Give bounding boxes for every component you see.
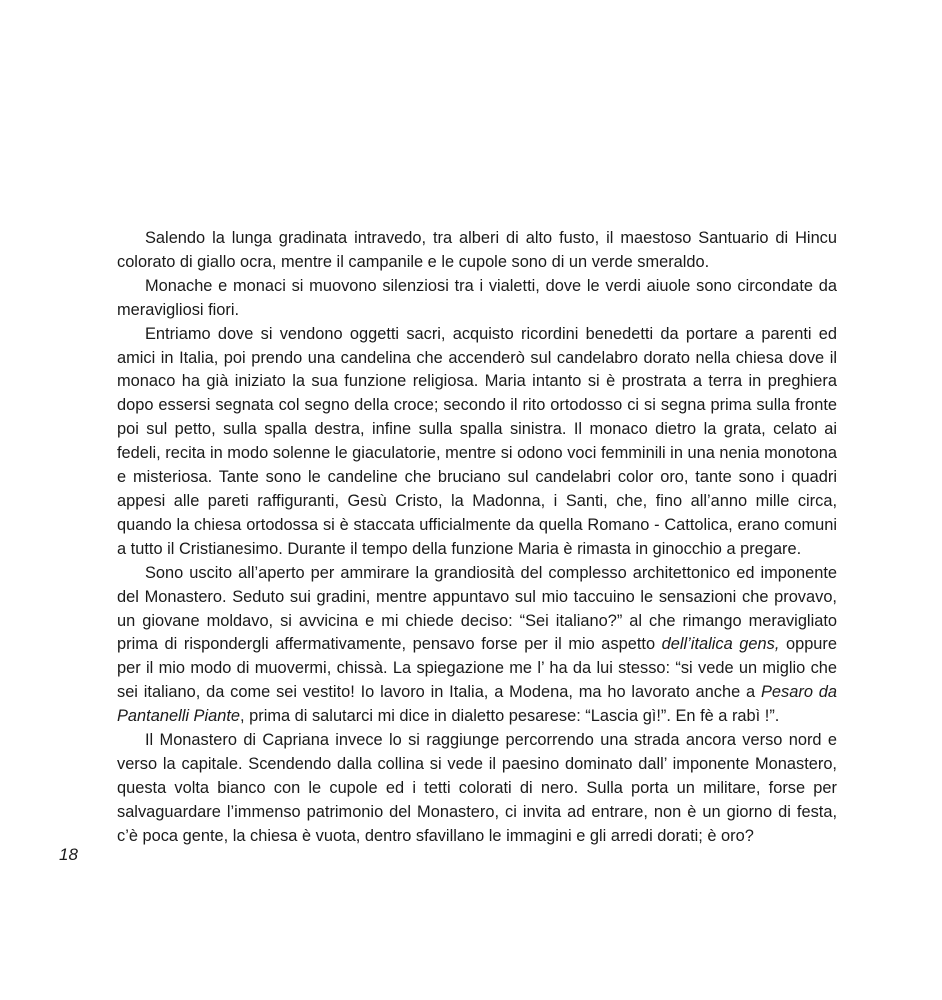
text-run: oppure per il mio modo di muovermi, chissà. La spiegazione me l’ ha da lui stesso: “si vede un miglio che sei italiano, da come sei vestito! Io lavoro in Italia, a Modena, ma ho lavorato anche a — [117, 635, 838, 702]
paragraph: Salendo la lunga gradinata intravedo, tra alberi di alto fusto, il maestoso Santuario di Hincu colorato di giallo ocra, mentre il campanile e le cupole sono di un verde smeraldo. — [117, 229, 837, 271]
body-text — [117, 227, 837, 849]
text-run: Sono uscito all’aperto per ammirare la grandiosità del complesso architettonico ed imponente del Monastero. Seduto sui gradini, mentre appuntavo sul mio taccuino le sensazioni che provavo, un giovane moldavo, si avvicina e mi chiede deciso: “Sei italiano?” al che rimango meravigliato prima di rispondergli affermativamente, pensavo forse per il mio aspetto — [117, 563, 837, 654]
italic-phrase: dell’italica gens, — [661, 635, 780, 654]
paragraph: Entriamo dove si vendono oggetti sacri, acquisto ricordini benedetti da portare a parenti ed amici in Italia, poi prendo una candelina che accenderò sul candelabro dorato nella chiesa dove il monaco ha già iniziato la sua funzione religiosa. Maria intanto si è prostrata a terra in preghiera dopo essersi segnata col segno della croce; secondo il rito ortodosso ci si segna prima sulla fronte poi sul petto, sulla spalla destra, infine sulla spalla sinistra. Il monaco dietro la grata, celato ai fedeli, recita in modo solenne le giaculatorie, mentre si odono voci femminili in una nenia monotona e misteriosa. Tante sono le candeline che bruciano sul candelabri color oro, tante sono i quadri appesi alle pareti raffiguranti, Gesù Cristo, la Madonna, i Santi, che, fino all’anno mille circa, quando la chiesa ortodossa si è staccata ufficialmente da quella Romano - Cattolica, erano comuni a tutto il Cristianesimo. Durante il tempo della funzione Maria è rimasta in ginocchio a pregare. — [117, 324, 837, 558]
paragraph: Monache e monaci si muovono silenziosi tra i vialetti, dove le verdi aiuole sono circondate da meravigliosi fiori. — [117, 276, 837, 319]
paragraph — [117, 562, 837, 729]
italic-phrase: Pesaro da Pantanelli Piante — [117, 683, 837, 726]
paragraph: Il Monastero di Capriana invece lo si raggiunge percorrendo una strada ancora verso nord e verso la capitale. Scendendo dalla collina si vede il paesino dominato dall’ imponente Monastero, questa volta bianco con le cupole ed i tetti colorati di nero. Sulla porta un militare, forse per salvaguardare l’immenso patrimonio del Monastero, ci invita ad entrare, non è un giorno di festa, c’è poca gente, la chiesa è vuota, dentro sfavillano le immagini e gli arredi dorati; è oro? — [117, 731, 837, 845]
page-number: 18 — [59, 845, 78, 864]
text-run: , prima di salutarci mi dice in dialetto pesarese: “Lascia gì!”. En fè a rabì !”. — [240, 707, 780, 726]
